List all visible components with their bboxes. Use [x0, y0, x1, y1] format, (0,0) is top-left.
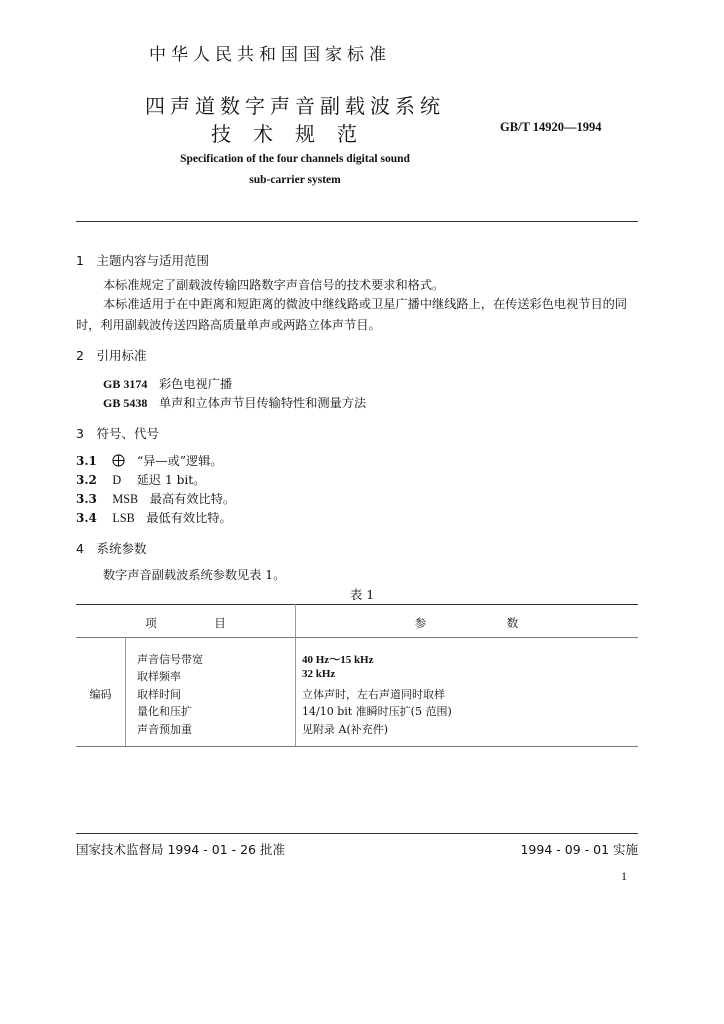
symbol-code: LSB: [112, 511, 135, 525]
symbol-description: 延迟 1 bit。: [136, 473, 206, 487]
implementation-date: 1994 - 09 - 01 实施: [520, 842, 638, 857]
english-title-line2: sub-carrier system: [249, 174, 341, 186]
page-number: 1: [621, 869, 627, 883]
reference-title: 单声和立体声节目传输特性和测量方法: [158, 396, 367, 410]
symbol-description: “异—或”逻辑。: [137, 454, 223, 468]
table-group-label: 编码: [89, 688, 112, 701]
symbol-code: D: [112, 473, 122, 487]
national-standard-label: 中华人民共和国国家标准: [149, 45, 391, 65]
table-header-item: 项 目: [145, 616, 226, 630]
reference-code: GB 5438: [103, 396, 148, 410]
table-cell-param: 立体声时，左右声道同时取样: [302, 688, 445, 701]
table-cell-item: 取样时间: [137, 688, 181, 701]
table-cell-param: 40 Hz～15 kHz: [302, 654, 374, 666]
reference-title: 彩色电视广播: [158, 377, 233, 391]
table-header-parameter: 参 数: [414, 616, 519, 630]
table-column-divider: [295, 604, 296, 746]
table-cell-item: 声音信号带宽: [137, 653, 203, 666]
symbol-description: 最高有效比特。: [149, 492, 236, 506]
english-title-line1: Specification of the four channels digital sound: [180, 153, 410, 165]
table-cell-item: 取样频率: [137, 670, 181, 683]
table-group-divider: [125, 637, 126, 746]
table-bottom-border: [76, 746, 638, 747]
reference-code: GB 3174: [103, 377, 148, 391]
symbol-number: 3.1: [76, 454, 97, 468]
section-1-paragraph-1: 本标准规定了副载波传输四路数字声音信号的技术要求和格式。: [103, 278, 445, 292]
reference-item: [103, 375, 232, 392]
symbol-item: [76, 509, 232, 526]
symbol-description: 最低有效比特。: [146, 511, 232, 525]
table-header-divider: [76, 637, 638, 638]
symbol-item: [76, 452, 223, 469]
table-top-border: [76, 604, 638, 605]
table-cell-item: 声音预加重: [137, 723, 192, 736]
approval-date: 国家技术监督局 1994 - 01 - 26 批准: [76, 842, 285, 857]
symbol-item: [76, 471, 205, 488]
table-cell-param: 32 kHz: [302, 668, 336, 680]
section-4-heading: 4 系统参数: [76, 541, 147, 556]
reference-item: [103, 394, 366, 411]
section-2-heading: 2 引用标准: [76, 348, 147, 363]
xor-symbol-icon: [112, 454, 125, 467]
footer-divider: [76, 833, 638, 834]
header-divider: [76, 221, 638, 222]
section-1-paragraph-2: 本标准适用于在中距离和短距离的微波中继线路或卫星广播中继线路上，在传送彩色电视节目的同时，利用副载波传送四路高质量单声或两路立体声节目。: [76, 297, 628, 332]
symbol-code: MSB: [112, 492, 139, 506]
symbol-number: 3.3: [76, 492, 97, 506]
document-subtitle: 技术规范: [211, 122, 379, 146]
symbol-number: 3.2: [76, 473, 97, 487]
section-3-heading: 3 符号、代号: [76, 426, 159, 441]
section-1-heading: 1 主题内容与适用范围: [76, 253, 209, 268]
document-title: 四声道数字声音副载波系统: [145, 94, 445, 118]
table-caption: 表 1: [349, 587, 375, 602]
section-4-paragraph-1: 数字声音副载波系统参数见表 1。: [103, 568, 286, 582]
symbol-item: [76, 490, 235, 507]
table-cell-param: 见附录 A(补充件): [302, 723, 389, 736]
table-cell-item: 量化和压扩: [137, 705, 192, 718]
table-cell-param: 14/10 bit 准瞬时压扩(5 范围): [302, 705, 452, 718]
symbol-number: 3.4: [76, 511, 97, 525]
standard-number: GB/T 14920—1994: [500, 120, 602, 134]
